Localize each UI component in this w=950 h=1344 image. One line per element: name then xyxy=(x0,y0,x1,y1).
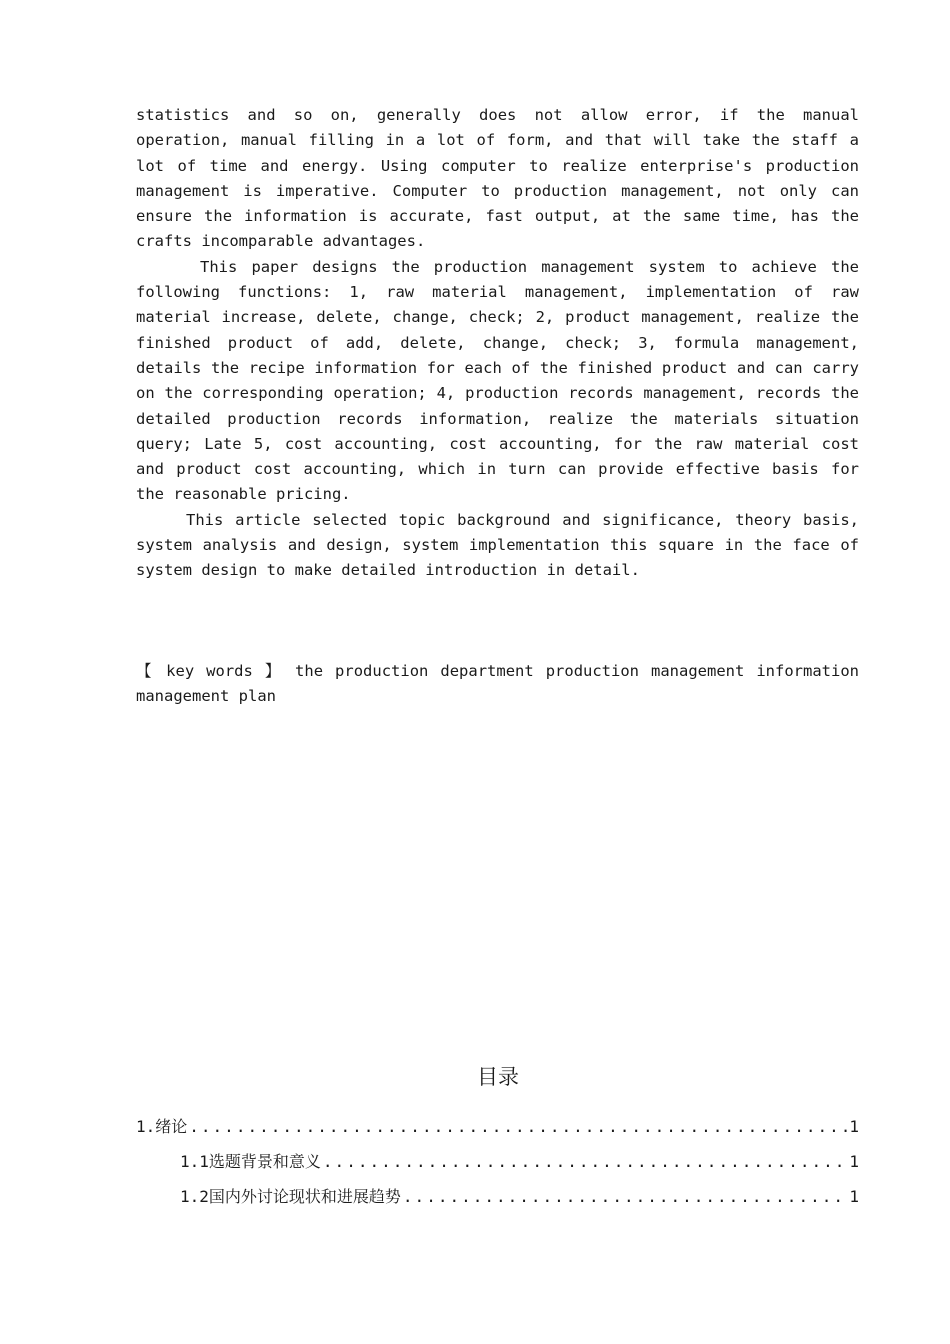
toc-entry-page: 1 xyxy=(849,1187,859,1206)
toc-entry-heading xyxy=(136,1114,187,1137)
toc-entry[interactable] xyxy=(136,1149,859,1184)
toc-leader-dots xyxy=(403,1187,847,1206)
toc-entry-heading xyxy=(180,1149,321,1172)
toc-entry-page: 1 xyxy=(849,1152,859,1171)
toc-entry-label: 绪论 xyxy=(155,1117,188,1136)
keywords-text: 【 key words 】 the production department production management information management plan xyxy=(136,662,859,706)
toc-entry-number: 1.1 xyxy=(180,1152,209,1171)
toc-entry[interactable] xyxy=(136,1114,859,1149)
toc-entry-heading xyxy=(180,1184,401,1207)
table-of-contents xyxy=(136,1114,859,1219)
abstract-paragraph: This article selected topic background and significance, theory basis, system analysis and design, system implementation this square in the face of system design to make detailed introduction in detail. xyxy=(136,510,859,580)
toc-entry-number: 1.2 xyxy=(180,1187,209,1206)
toc-title: 目录 xyxy=(477,1065,519,1089)
toc-entry-page: 1 xyxy=(849,1117,859,1136)
keywords-section xyxy=(136,659,859,710)
toc-leader-dots xyxy=(323,1152,847,1171)
abstract-paragraph: statistics and so on, generally does not allow error, if the manual operation, manual filling in a lot of form, and that will take the staff a lot of time and energy. Using computer to realize enterprise's production management is imperative. Computer to production management, not only can ensure the information is accurate, fast output, at the same time, has the crafts incomparable advantages. xyxy=(136,106,859,251)
toc-entry-number: 1. xyxy=(136,1117,156,1136)
toc-leader-dots xyxy=(189,1117,847,1136)
abstract-section xyxy=(136,103,859,584)
toc-entry-label: 选题背景和意义 xyxy=(208,1152,321,1171)
toc-entry[interactable] xyxy=(136,1184,859,1219)
toc-entry-label: 国内外讨论现状和进展趋势 xyxy=(208,1187,401,1206)
abstract-paragraph: This paper designs the production management system to achieve the following functions: 1, raw material management, implementation of raw material increase, delete, change, check; 2, product management, realize the finished product of add, delete, change, check; 3, formula management, details the recipe information for each of the finished product and can carry on the corresponding operation; 4, production records management, records the detailed production records information, realize the materials situation query; Late 5, cost accounting, cost accounting, for the raw material cost and product cost accounting, which in turn can provide effective basis for the reasonable pricing. xyxy=(136,257,859,504)
